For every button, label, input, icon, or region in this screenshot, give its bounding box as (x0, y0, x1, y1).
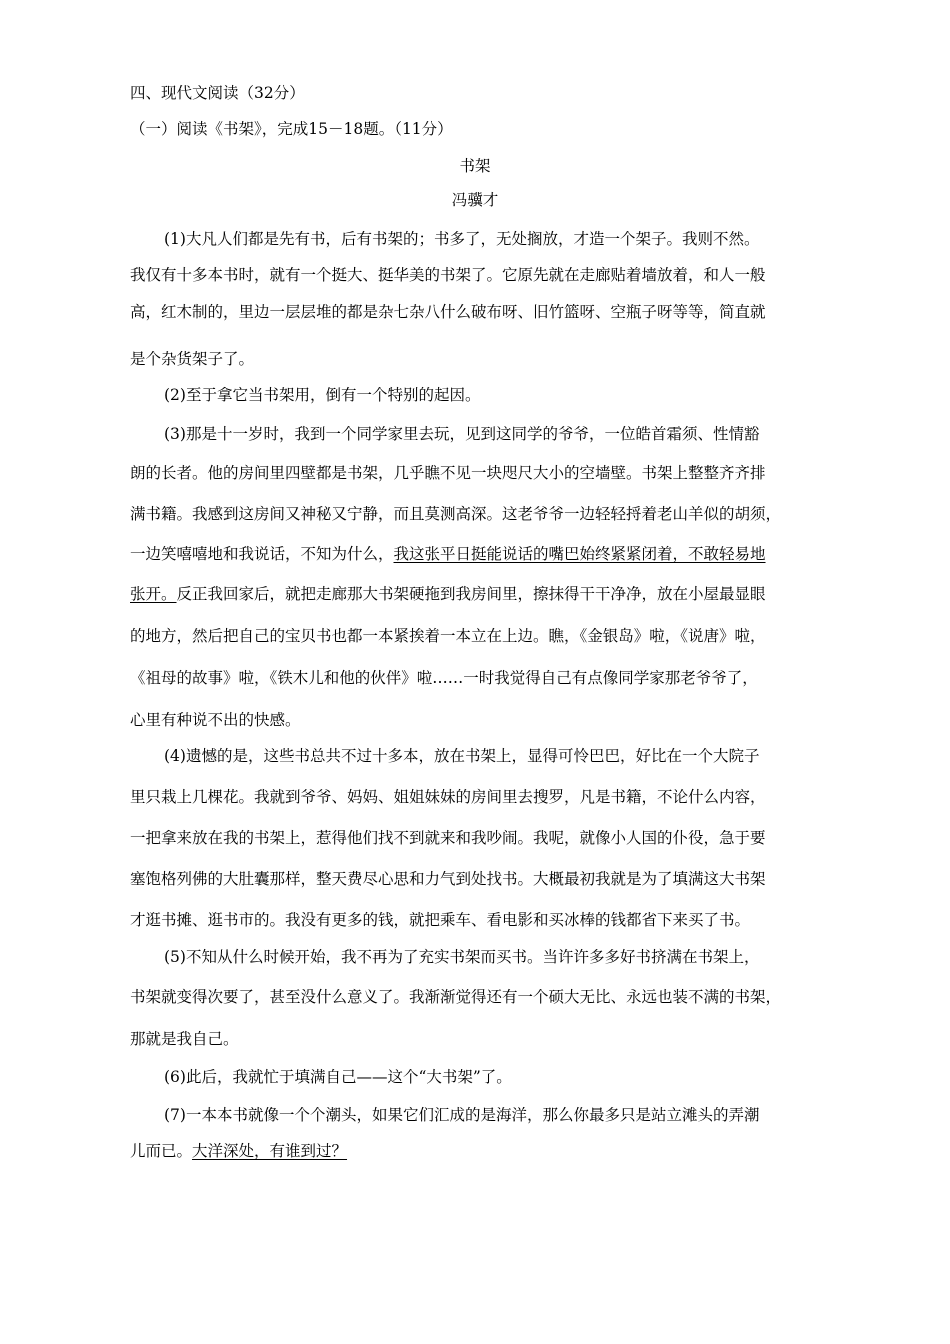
paragraph-1-line-2: 我仅有十多本书时，就有一个挺大、挺华美的书架了。它原先就在走廊贴着墙放着，和人一般 (130, 266, 766, 284)
plain-text: 一边笑嘻嘻地和我说话，不知为什么， (130, 545, 394, 563)
plain-text: 反正我回家后，就把走廊那大书架硬拖到我房间里，擦抹得干干净净，放在小屋最显眼 (176, 585, 766, 603)
paragraph-1-line-4: 是个杂货架子了。 (130, 350, 255, 368)
underlined-sentence: 我这张平日挺能说话的嘴巴始终紧紧闭着，不敢轻易地 (393, 545, 766, 563)
paragraph-7-line-1: (7)一本本书就像一个个潮头，如果它们汇成的是海洋，那么你最多只是站立滩头的弄潮 (164, 1106, 760, 1124)
article-author: 冯骥才 (451, 191, 499, 209)
plain-text: 儿而已。 (130, 1142, 193, 1160)
paragraph-3-line-6: 的地方，然后把自己的宝贝书也都一本紧挨着一本立在上边。瞧，《金银岛》啦，《说唐》啦， (130, 627, 766, 645)
paragraph-3-line-5 (130, 583, 830, 605)
paragraph-4-line-4: 塞饱格列佛的大肚囊那样，整天费尽心思和力气到处找书。大概最初我就是为了填满这大书架 (130, 870, 766, 888)
underlined-sentence: 大洋深处，有谁到过？ (192, 1142, 348, 1160)
paragraph-4-line-3: 一把拿来放在我的书架上，惹得他们找不到就来和我吵闹。我呢，就像小人国的仆役，急于要 (130, 829, 766, 847)
paragraph-5-line-2: 书架就变得次要了，甚至没什么意义了。我渐渐觉得还有一个硕大无比、永远也装不满的书架， (130, 988, 782, 1006)
paragraph-6: (6)此后，我就忙于填满自己——这个“大书架”了。 (164, 1068, 512, 1086)
paragraph-3-line-1: (3)那是十一岁时，我到一个同学家里去玩，见到这同学的爷爷，一位皓首霜须、性情豁 (164, 425, 760, 443)
paragraph-5-line-1: (5)不知从什么时候开始，我不再为了充实书架而买书。当许许多多好书挤满在书架上， (164, 948, 760, 966)
paragraph-4-line-2: 里只栽上几棵花。我就到爷爷、妈妈、姐姐妹妹的房间里去搜罗，凡是书籍，不论什么内容， (130, 788, 766, 806)
underlined-sentence-end: 张开。 (130, 585, 177, 603)
paragraph-4-line-1: (4)遗憾的是，这些书总共不过十多本，放在书架上，显得可怜巴巴，好比在一个大院子 (164, 747, 760, 765)
section-heading: 四、现代文阅读（32分） (130, 84, 305, 102)
paragraph-1-line-3: 高，红木制的，里边一层层堆的都是杂七杂八什么破布呀、旧竹篮呀、空瓶子呀等等，简直就 (130, 303, 766, 321)
paragraph-3-line-3: 满书籍。我感到这房间又神秘又宁静，而且莫测高深。这老爷爷一边轻轻捋着老山羊似的胡须， (130, 505, 782, 523)
paragraph-1-line-1: (1)大凡人们都是先有书，后有书架的；书多了，无处搁放，才造一个架子。我则不然。 (164, 230, 760, 248)
paragraph-2: (2)至于拿它当书架用，倒有一个特别的起因。 (164, 386, 481, 404)
paragraph-3-line-4 (130, 543, 830, 565)
paragraph-7-line-2 (130, 1140, 830, 1162)
paragraph-3-line-2: 朗的长者。他的房间里四壁都是书架，几乎瞧不见一块咫尺大小的空墙壁。书架上整整齐齐排 (130, 464, 766, 482)
paragraph-5-line-3: 那就是我自己。 (130, 1030, 239, 1048)
paragraph-3-line-8: 心里有种说不出的快感。 (130, 711, 301, 729)
paragraph-3-line-7: 《祖母的故事》啦，《铁木儿和他的伙伴》啦……一时我觉得自己有点像同学家那老爷爷了， (130, 669, 758, 687)
subsection-heading: （一）阅读《书架》，完成15－18题。（11分） (130, 120, 453, 138)
paragraph-4-line-5: 才逛书摊、逛书市的。我没有更多的钱，就把乘车、看电影和买冰棒的钱都省下来买了书。 (130, 911, 751, 929)
article-title: 书架 (459, 157, 491, 175)
